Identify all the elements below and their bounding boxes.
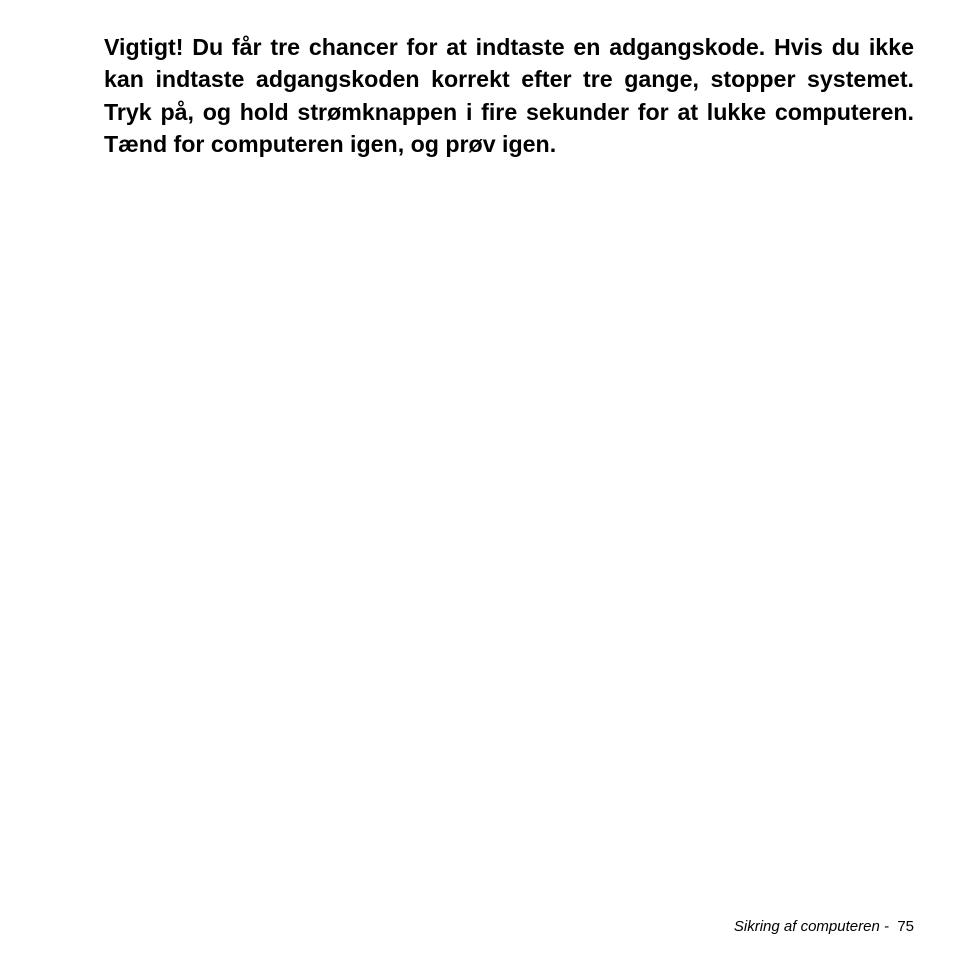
important-notice: Vigtigt! Du får tre chancer for at indtaste en adgangskode. Hvis du ikke kan indtaste adgangskoden korrekt efter tre gange, stopper systemet. Tryk på, og hold strømknappen i fire sekunder for at lukke computeren. Tænd for computeren igen, og prøv igen.: [104, 34, 914, 157]
page-footer: [734, 918, 914, 936]
page-number: 75: [897, 918, 914, 935]
footer-section-title: Sikring af computeren -: [733, 918, 894, 935]
